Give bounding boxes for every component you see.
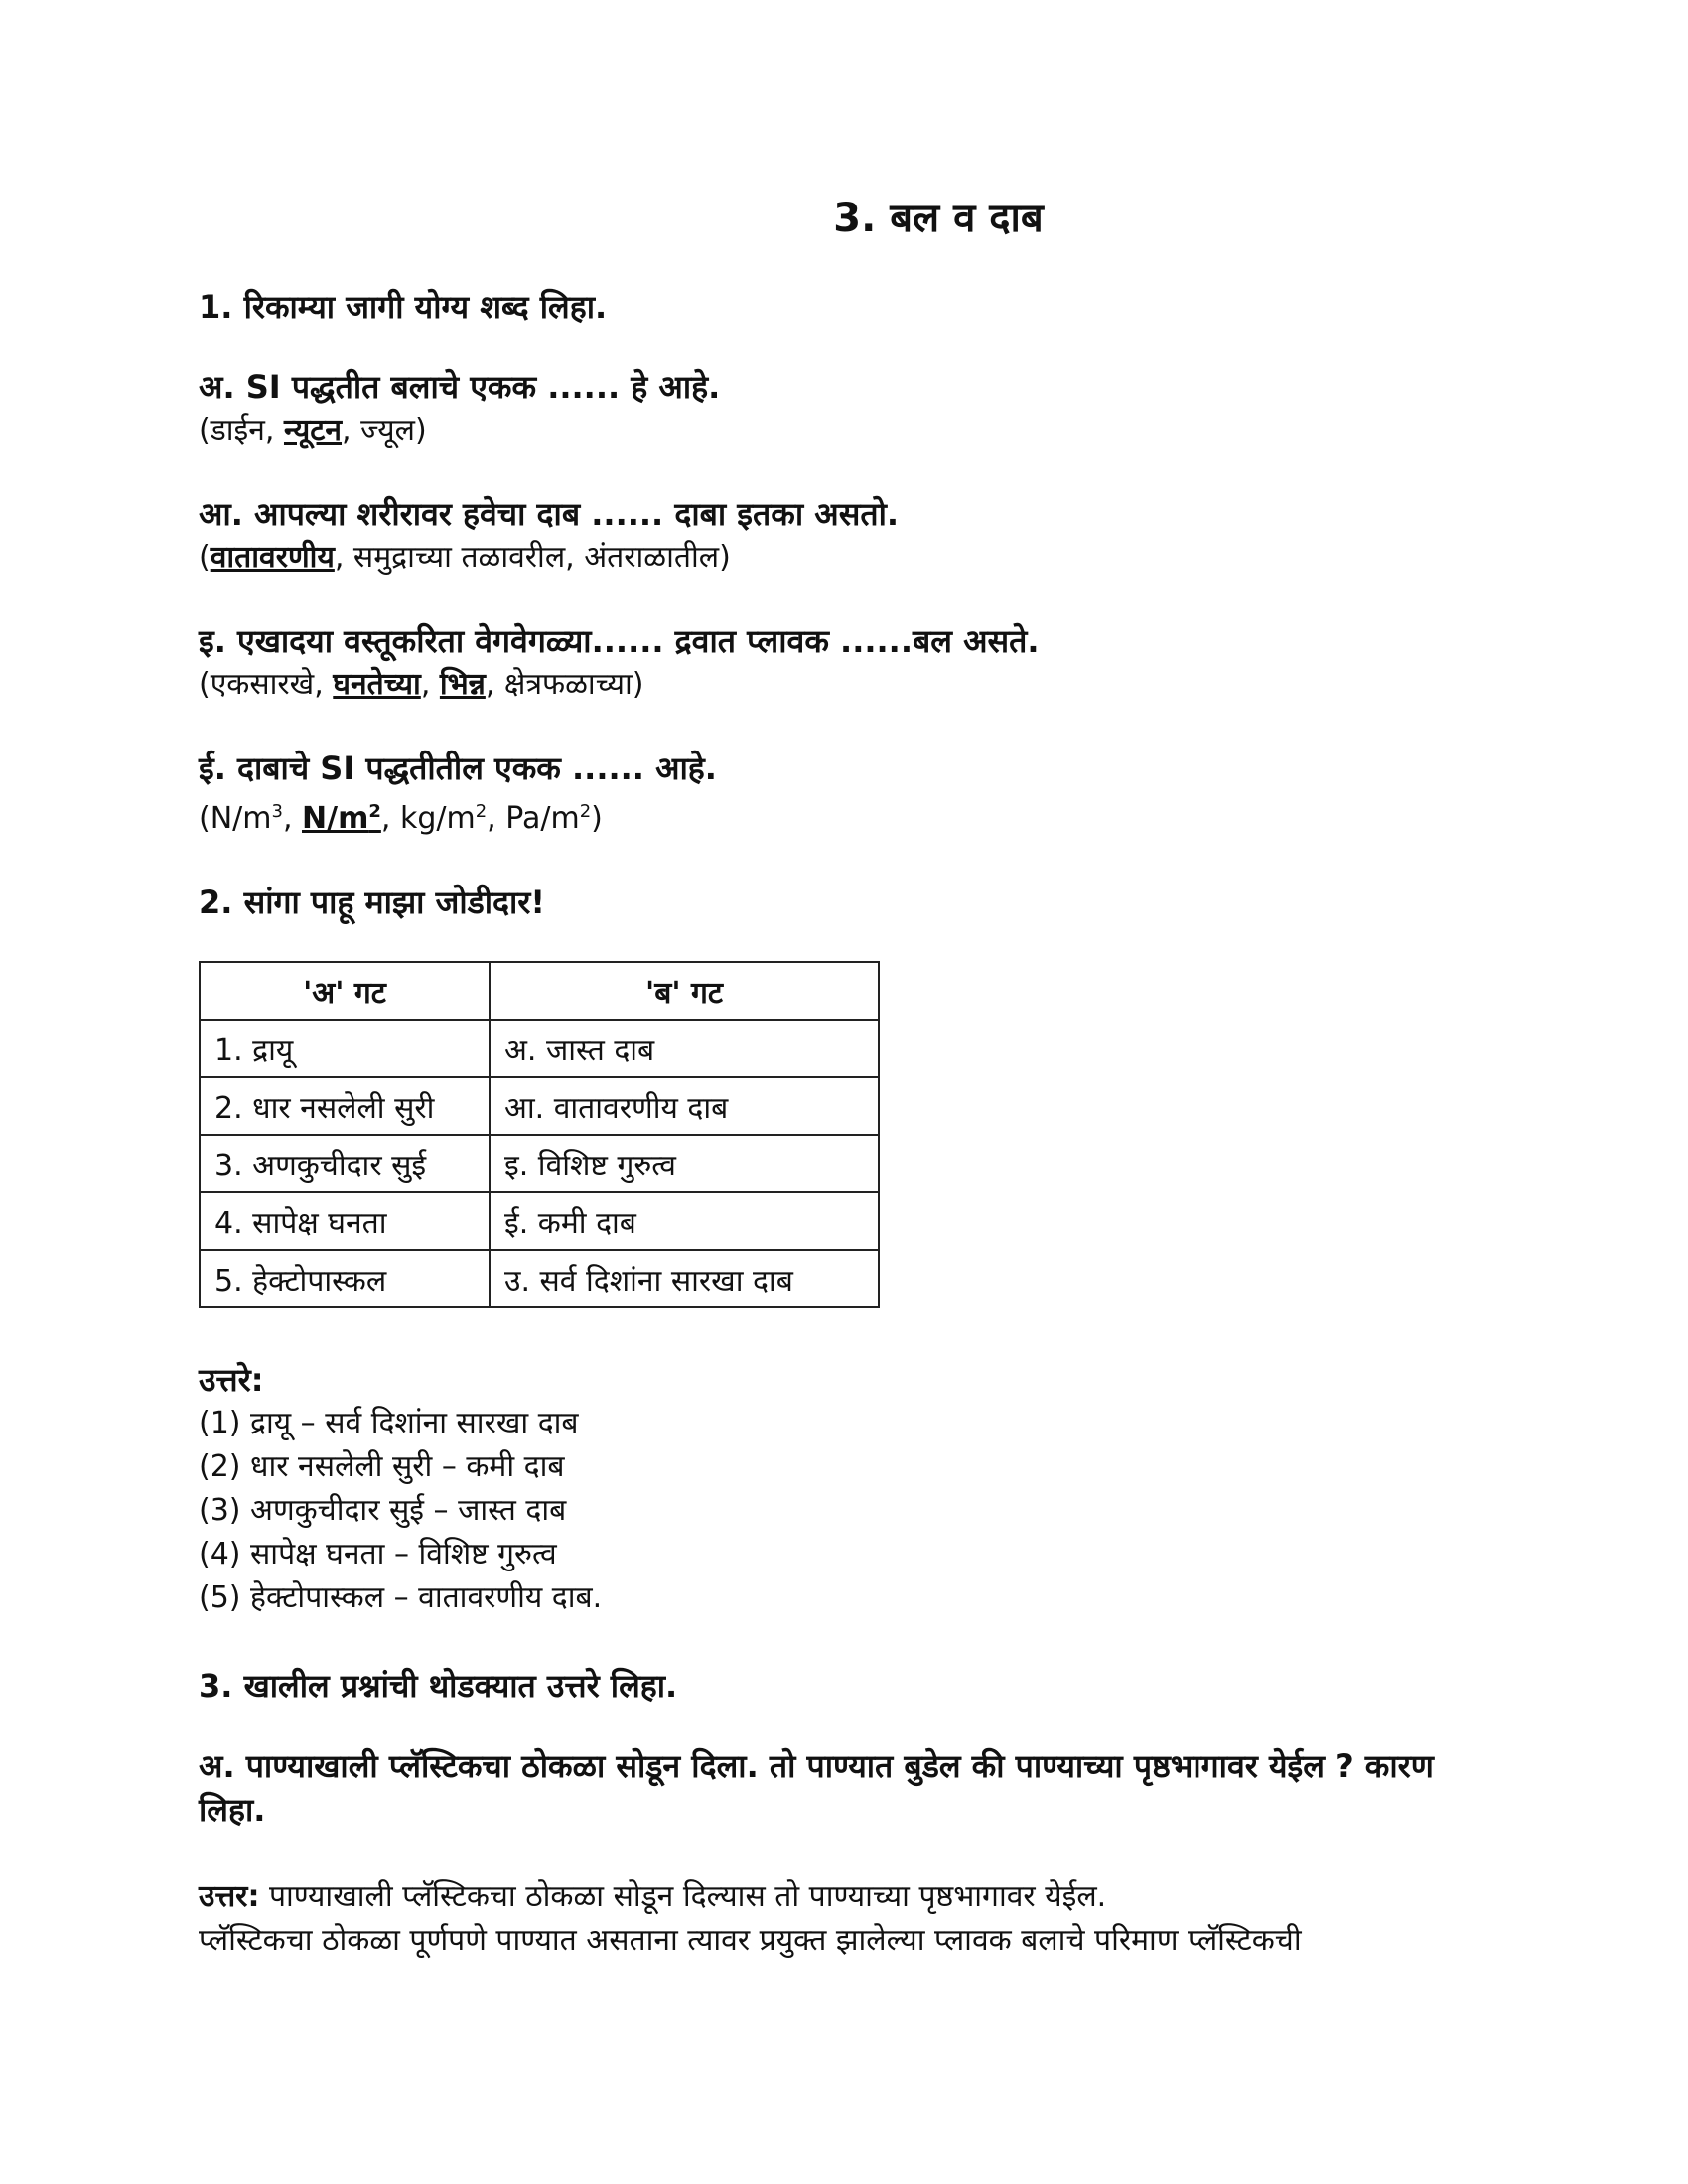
table-cell: 3. अणकुचीदार सुई xyxy=(200,1135,490,1192)
page-title: 3. बल व दाब xyxy=(833,196,1044,241)
match-table xyxy=(199,961,880,1308)
options-a: (डाईन, न्यूटन, ज्यूल) xyxy=(199,413,427,448)
answers-heading: उत्तरे: xyxy=(199,1361,264,1399)
options-i: (एकसारखे, घनतेच्या, भिन्न, क्षेत्रफळाच्या) xyxy=(199,667,644,702)
section1-heading: 1. रिकाम्या जागी योग्य शब्द लिहा. xyxy=(199,288,608,326)
answer-line: (5) हेक्टोपास्कल – वातावरणीय दाब. xyxy=(199,1580,603,1615)
document-page xyxy=(199,189,1489,1963)
answer-line: (4) सापेक्ष घनता – विशिष्ट गुरुत्व xyxy=(199,1537,557,1571)
table-row xyxy=(200,1135,879,1192)
table-cell: 1. द्रायू xyxy=(200,1020,490,1077)
correct-answer: वातावरणीय xyxy=(210,540,335,575)
table-cell: इ. विशिष्ट गुरुत्व xyxy=(490,1135,879,1192)
answer-label: उत्तर: xyxy=(199,1879,260,1914)
table-cell: अ. जास्त दाब xyxy=(490,1020,879,1077)
table-cell: आ. वातावरणीय दाब xyxy=(490,1077,879,1135)
answer-line: (3) अणकुचीदार सुई – जास्त दाब xyxy=(199,1493,567,1528)
question-ii: ई. दाबाचे SI पद्धतीतील एकक ...... आहे. xyxy=(199,750,717,787)
correct-answer: घनतेच्या xyxy=(333,667,421,702)
column-header: 'ब' गट xyxy=(490,962,879,1020)
correct-answer: $N/m^2$ xyxy=(302,801,381,836)
table-cell: 4. सापेक्ष घनता xyxy=(200,1192,490,1250)
table-row xyxy=(200,1077,879,1135)
table-row xyxy=(200,1250,879,1307)
table-cell: 5. हेक्टोपास्कल xyxy=(200,1250,490,1307)
question-i: इ. एखादया वस्तूकरिता वेगवेगळ्या...... द्रवात प्लावक ......बल असते. xyxy=(199,622,1040,660)
answer-paragraph: उत्तर: पाण्याखाली प्लॅस्टिकचा ठोकळा सोडून दिल्यास तो पाण्याच्या पृष्ठभागावर येईल. xyxy=(199,1879,1107,1914)
question-3a: अ. पाण्याखाली प्लॅस्टिकचा ठोकळा सोडून दिला. तो पाण्यात बुडेल की पाण्याच्या पृष्ठभागावर येईल ? कारण लिहा. xyxy=(199,1747,1434,1829)
answer-line: (1) द्रायू – सर्व दिशांना सारखा दाब xyxy=(199,1406,579,1440)
answer-paragraph-line2: प्लॅस्टिकचा ठोकळा पूर्णपणे पाण्यात असताना त्यावर प्रयुक्त झालेल्या प्लावक बलाचे परिमाण प्लॅस्टिकची xyxy=(199,1923,1302,1958)
section3-heading: 3. खालील प्रश्नांची थोडक्यात उत्तरे लिहा. xyxy=(199,1667,678,1705)
answers-block xyxy=(199,1358,1489,1620)
table-cell: ई. कमी दाब xyxy=(490,1192,879,1250)
answer-line: (2) धार नसलेली सुरी – कमी दाब xyxy=(199,1449,565,1484)
section2-heading: 2. सांगा पाहू माझा जोडीदार! xyxy=(199,884,545,921)
table-cell: 2. धार नसलेली सुरी xyxy=(200,1077,490,1135)
question-a: अ. SI पद्धतीत बलाचे एकक ...... हे आहे. xyxy=(199,368,721,406)
question-aa: आ. आपल्या शरीरावर हवेचा दाब ...... दाबा इतका असतो. xyxy=(199,495,900,533)
options-ii: ($N/m^3$, $N/m^2$, $kg/m^2$, $Pa/m^2$) xyxy=(199,801,603,836)
table-cell: उ. सर्व दिशांना सारखा दाब xyxy=(490,1250,879,1307)
table-header-row xyxy=(200,962,879,1020)
column-header: 'अ' गट xyxy=(200,962,490,1020)
table-row xyxy=(200,1020,879,1077)
correct-answer: न्यूटन xyxy=(283,413,343,448)
options-aa: (वातावरणीय, समुद्राच्या तळावरील, अंतराळातील) xyxy=(199,540,731,575)
correct-answer-2: भिन्न xyxy=(439,667,486,702)
table-row xyxy=(200,1192,879,1250)
